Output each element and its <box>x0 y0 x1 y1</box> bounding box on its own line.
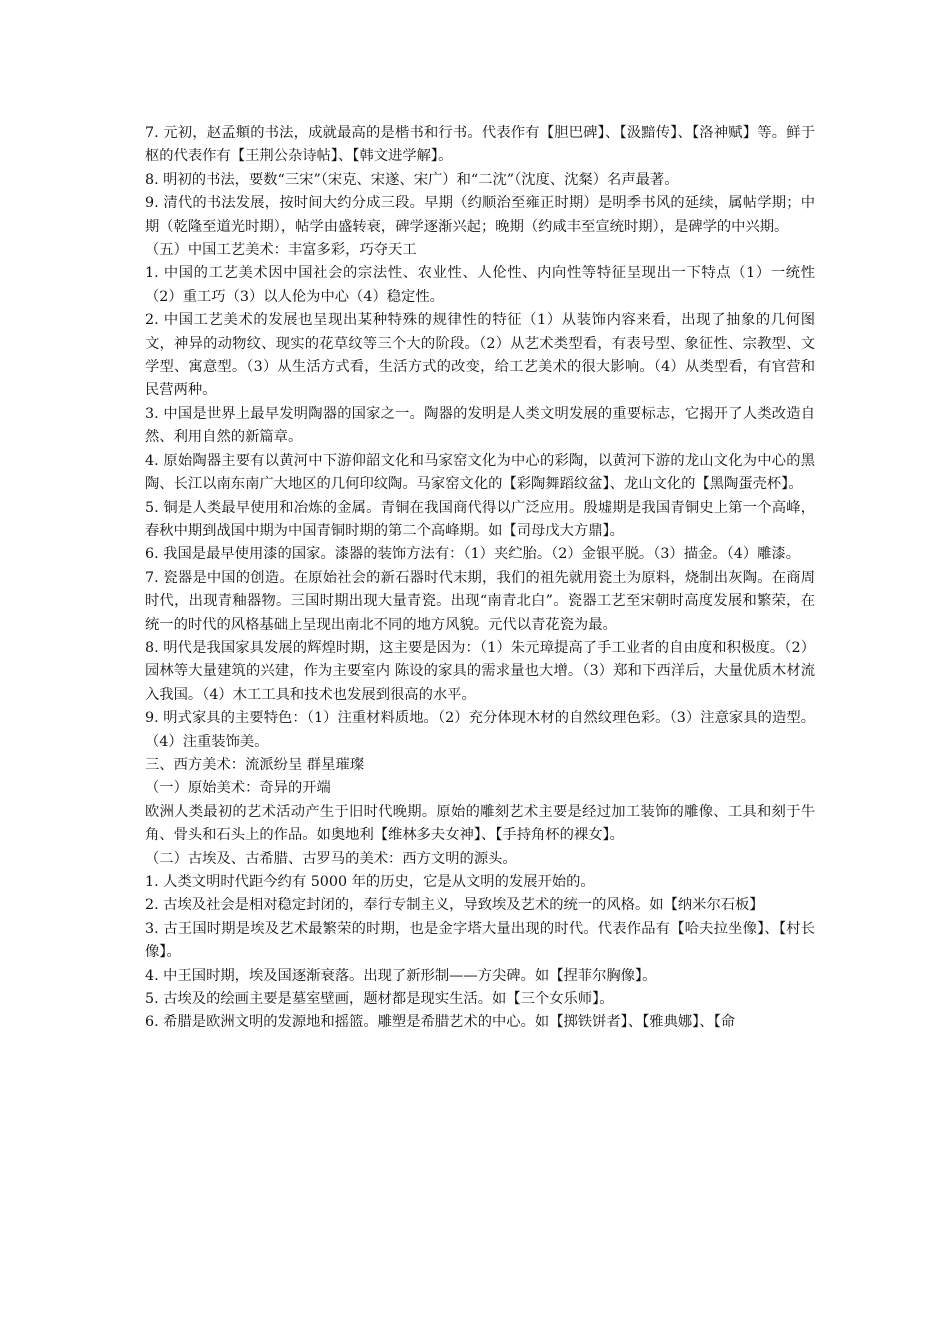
paragraph-old-kingdom: 3. 古王国时期是埃及艺术最繁荣的时期，也是金字塔大量出现的时代。代表作品有【哈夫拉坐像】、【村长像】。 <box>145 920 815 961</box>
subsection-heading-ancient-art: （二）古埃及、古希腊、古罗马的美术：西方文明的源头。 <box>145 850 517 867</box>
paragraph-ming-calligraphy: 8. 明初的书法，要数“三宋”（宋克、宋遂、宋广）和“二沈”（沈度、沈粲）名声最著。 <box>145 171 679 188</box>
paragraph-bronze: 5. 铜是人类最早使用和冶炼的金属。青铜在我国商代得以广泛应用。殷墟期是我国青铜史上第一个高峰，春秋中期到战国中期为中国青铜时期的第二个高峰期。如【司母戊大方鼎】。 <box>145 499 815 539</box>
paragraph-ming-furniture: 8. 明代是我国家具发展的辉煌时期，这主要是因为：（1）朱元璋提高了手工业者的自由度和积极度。（2）园林等大量建筑的兴建，作为主要室内 陈设的家具的需求量也大增。（3）郑和下西洋后，大量优质木材流入我国。（4）木工工具和技术也发展到很高的水平。 <box>145 639 815 703</box>
document-page <box>145 122 815 1035</box>
section-heading-western-art: 三、西方美术：流派纷呈 群星璀璨 <box>145 756 364 773</box>
paragraph-egypt-society: 2. 古埃及社会是相对稳定封闭的，奉行专制主义，导致埃及艺术的统一的风格。如【纳米尔石板】 <box>145 897 764 914</box>
subsection-heading-primitive-art: （一）原始美术：奇异的开端 <box>145 780 331 797</box>
paragraph-porcelain: 7. 瓷器是中国的创造。在原始社会的新石器时代末期，我们的祖先就用瓷土为原料，烧制出灰陶。在商周时代，出现青釉器物。三国时期出现大量青瓷。出现“南青北白”。瓷器工艺至宋朝时高度发展和繁荣，在统一的时代的风格基础上呈现出南北不同的地方风貌。元代以青花瓷为最。 <box>145 569 815 633</box>
paragraph-ming-furniture-features: 9. 明式家具的主要特色：（1）注重材料质地。（2）充分体现木材的自然纹理色彩。（3）注意家具的造型。（4）注重装饰美。 <box>145 710 815 750</box>
paragraph-middle-kingdom: 4. 中王国时期，埃及国逐渐衰落。出现了新形制——方尖碑。如【捏菲尔胸像】。 <box>145 967 657 984</box>
paragraph-egypt-painting: 5. 古埃及的绘画主要是墓室壁画，题材都是现实生活。如【三个女乐师】。 <box>145 991 614 1008</box>
paragraph-civilization-age: 1. 人类文明时代距今约有 5000 年的历史，它是从文明的发展开始的。 <box>145 874 595 890</box>
section-heading-crafts: （五）中国工艺美术：丰富多彩，巧夺天工 <box>145 242 417 259</box>
paragraph-primitive-pottery: 4. 原始陶器主要有以黄河中下游仰韶文化和马家窑文化为中心的彩陶，以黄河下游的龙山文化为中心的黑陶、长江以南东南广大地区的几何印纹陶。马家窑文化的【彩陶舞蹈纹盆】、龙山文化的【黑陶蛋壳杯】。 <box>145 452 815 493</box>
paragraph-pottery-invention: 3. 中国是世界上最早发明陶器的国家之一。陶器的发明是人类文明发展的重要标志，它揭开了人类改造自然、利用自然的新篇章。 <box>145 405 815 446</box>
paragraph-greece: 6. 希腊是欧洲文明的发源地和摇篮。雕塑是希腊艺术的中心。如【掷铁饼者】、【雅典娜】、【命 <box>145 1014 736 1031</box>
paragraph-crafts-features: 1. 中国的工艺美术因中国社会的宗法性、农业性、人伦性、内向性等特征呈现出一下特点（1）一统性（2）重工巧（3）以人伦为中心（4）稳定性。 <box>145 265 815 305</box>
paragraph-qing-calligraphy: 9. 清代的书法发展，按时间大约分成三段。早期（约顺治至雍正时期）是明季书风的延续，属帖学期；中期（乾隆至道光时期），帖学由盛转衰，碑学逐渐兴起；晚期（约咸丰至宣统时期），是碑学的中兴期。 <box>145 195 815 235</box>
paragraph-lacquer: 6. 我国是最早使用漆的国家。漆器的装饰方法有：（1）夹纻胎。（2）金银平脱。（3）描金。（4）雕漆。 <box>145 546 801 563</box>
paragraph-crafts-development: 2. 中国工艺美术的发展也呈现出某种特殊的规律性的特征（1）从装饰内容来看，出现了抽象的几何图文，神异的动物纹、现实的花草纹等三个大的阶段。（2）从艺术类型看，有表号型、象征性、宗教型、文学型、寓意型。（3）从生活方式看，生活方式的改变，给工艺美术的很大影响。（4）从类型看，有官营和民营两种。 <box>145 312 815 399</box>
paragraph-primitive-art: 欧洲人类最初的艺术活动产生于旧时代晚期。原始的雕刻艺术主要是经过加工装饰的雕像、工具和刻于牛角、骨头和石头上的作品。如奥地利【维林多夫女神】、【手持角杯的裸女】。 <box>145 803 815 844</box>
paragraph-yuan-calligraphy: 7. 元初，赵孟頫的书法，成就最高的是楷书和行书。代表作有【胆巴碑】、【汲黯传】、【洛神赋】等。鲜于枢的代表作有【王荆公杂诗帖】、【韩文进学解】。 <box>145 125 815 165</box>
